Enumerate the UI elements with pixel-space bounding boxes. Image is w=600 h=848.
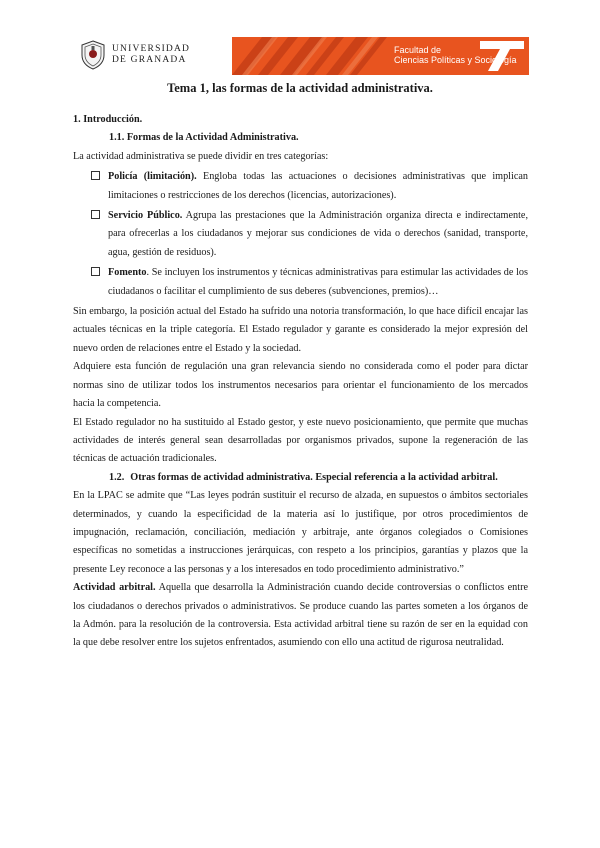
subsection-title: Otras formas de actividad administrativa. Especial referencia a la actividad arbitral. xyxy=(130,471,498,483)
arbitral-text: Aquella que desarrolla la Administración cuando decide controversias o conflictos entre los ciudadanos o derechos privados o administrativos. Se produce cuando las partes someten a los órganos de la Admón. para la resolución de la controversia. Esta actividad arbitral tiene su razón de ser en la equidad con la que debe resolver entre los sujetos enfrentados, asumiendo con ello una actitud de rigurosa neutralidad. xyxy=(73,582,529,649)
document-title: Tema 1, las formas de la actividad administrativa. xyxy=(167,81,433,95)
arbitral-term: Actividad arbitral. xyxy=(73,582,156,594)
list-item-term: Fomento xyxy=(108,267,147,279)
list-item-text: Engloba todas las actuaciones o decisiones administrativas que implican limitaciones o restricciones de los derechos (licencias, autorizaciones). xyxy=(108,171,528,201)
category-list xyxy=(73,168,528,301)
faculty-name xyxy=(394,45,517,65)
university-name-line1: UNIVERSIDAD xyxy=(112,44,191,54)
paragraph: Adquiere esta función de regulación una gran relevancia siendo no considerada como el poder para dictar normas sino de utilizar todos los instrumentos necesarios para orientar el funcionamiento de los mercados hacia la competencia. xyxy=(73,361,528,410)
checkbox-icon xyxy=(91,171,100,180)
document-body xyxy=(73,111,528,653)
faculty-name-line2: Ciencias Políticas y Sociología xyxy=(394,55,517,65)
list-item-term: Servicio Público. xyxy=(108,210,183,222)
intro-paragraph: La actividad administrativa se puede dividir en tres categorías: xyxy=(73,150,329,162)
arbitral-paragraph xyxy=(73,579,528,653)
paragraph: Sin embargo, la posición actual del Estado ha sufrido una notoria transformación, lo que hace difícil encajar las actuales técnicas en la triple categoría. El Estado regulador y garante es considerado la mejor expresión del nuevo orden de relaciones entre el Estado y la sociedad. xyxy=(73,306,528,354)
list-item xyxy=(73,264,528,301)
subsection-number: 1.2. xyxy=(109,471,125,483)
faculty-name-line1: Facultad de xyxy=(394,45,442,55)
list-item-text: Agrupa las prestaciones que la Administración organiza directa e indirectamente, para ofrecerlas a los ciudadanos y mejorar sus condiciones de vida o derechos (sanidad, transporte, agua, gestión de residuos). xyxy=(108,210,528,258)
list-item xyxy=(73,207,528,262)
university-logo xyxy=(80,40,190,70)
university-crest-icon xyxy=(80,40,106,70)
subsection-heading: 1.1. Formas de la Actividad Administrativa. xyxy=(109,132,299,144)
university-name-line2: DE GRANADA xyxy=(112,55,187,65)
checkbox-icon xyxy=(91,210,100,219)
subsection-heading-2 xyxy=(73,469,528,487)
list-item xyxy=(73,168,528,205)
list-item-term: Policía (limitación). xyxy=(108,171,197,183)
lpac-paragraph: En la LPAC se admite que “Las leyes podrán sustituir el recurso de alzada, en supuestos o ámbitos sectoriales determinados, y cuando la especificidad de la materia así lo justifique, por otros procedimientos de impugnación, reclamación, conciliación, mediación y arbitraje, ante órganos colegiados o Comisiones específicas no sometidas a instrucciones jerárquicas, con respeto a los principios, garantías y plazos que la presente Ley reconoce a las personas y a los interesados en todo procedimiento administrativo.” xyxy=(73,490,528,575)
list-item-text: . Se incluyen los instrumentos y técnicas administrativas para estimular las actividades de los ciudadanos o facilitar el cumplimiento de sus deberes (subvenciones, premios)… xyxy=(108,267,528,297)
section-heading: 1. Introducción. xyxy=(73,114,143,125)
page-header xyxy=(0,0,600,80)
paragraph: El Estado regulador no ha sustituido al Estado gestor, y este nuevo posicionamiento, que permite que muchas actividades de interés general sean desarrolladas por organismos privados, supone la regeneración de las técnicas de actuación tradicionales. xyxy=(73,416,528,465)
checkbox-icon xyxy=(91,267,100,276)
